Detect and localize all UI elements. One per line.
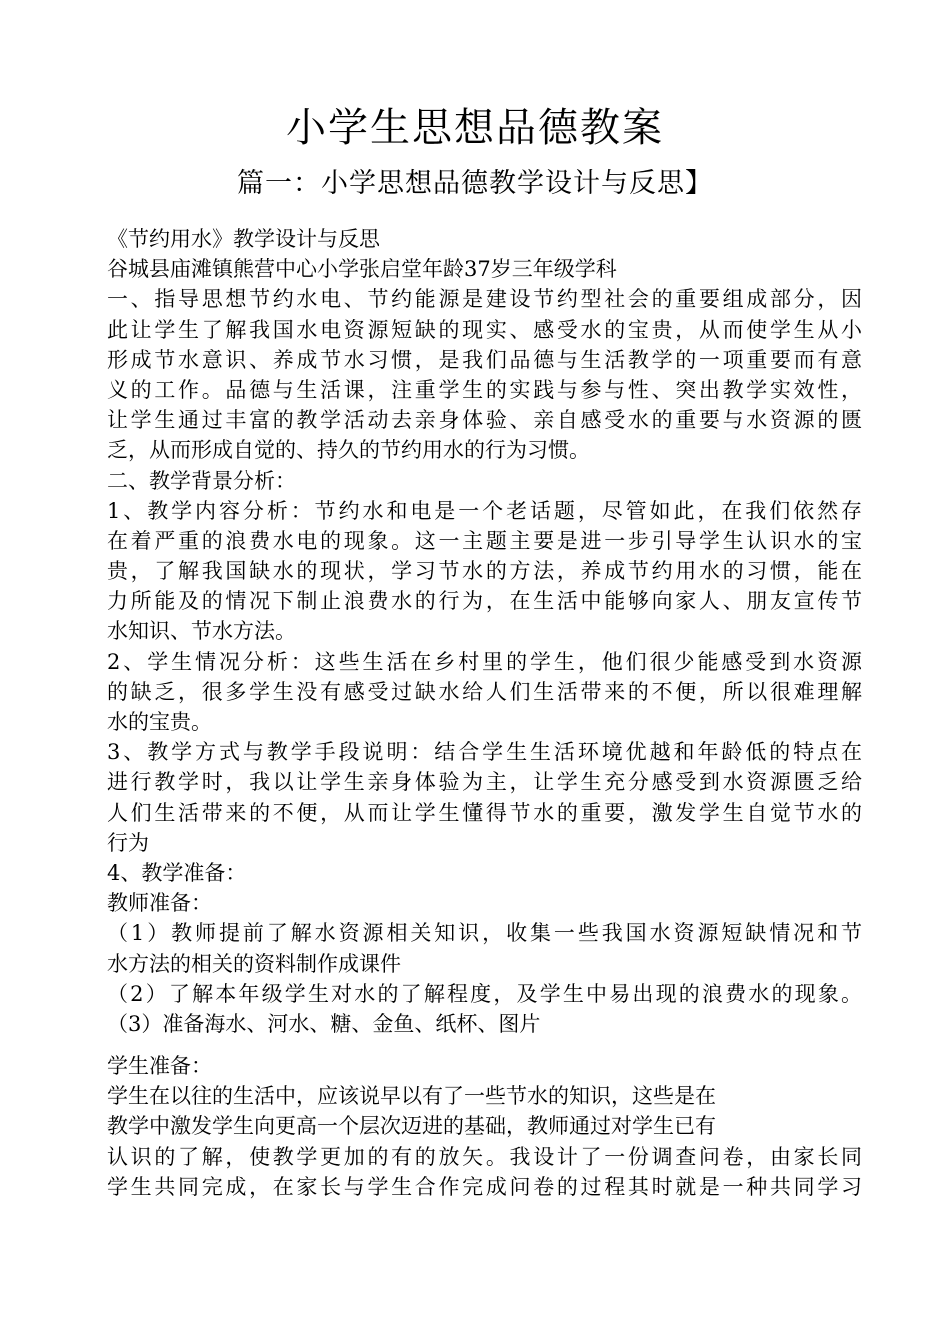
text-line: 乏，从而形成自觉的、持久的节约用水的行为习惯。 — [107, 438, 590, 463]
text-line: 谷城县庙滩镇熊营中心小学张启堂年龄37岁三年级学科 — [107, 257, 617, 282]
text-line: 在着严重的浪费水电的现象。这一主题主要是进一步引导学生认识水的宝 — [107, 528, 862, 553]
paragraph-gap — [107, 1039, 862, 1051]
text-line: （1）教师提前了解水资源相关知识，收集一些我国水资源短缺情况和节 — [107, 921, 862, 946]
text-line: 二、教学背景分析： — [107, 468, 296, 493]
text-line: 2、学生情况分析：这些生活在乡村里的学生，他们很少能感受到水资源 — [107, 649, 862, 674]
text-line: 水的宝贵。 — [107, 710, 212, 734]
text-line: 义的工作。品德与生活课，注重学生的实践与参与性、突出教学实效性， — [107, 377, 862, 402]
text-line: 形成节水意识、养成节水习惯，是我们品德与生活教学的一项重要而有意 — [107, 347, 862, 372]
text-line: 4、教学准备： — [107, 860, 247, 885]
text-line: 学生共同完成，在家长与学生合作完成问卷的过程其时就是一种共同学习 — [107, 1174, 862, 1199]
text-line: 学生准备： — [107, 1054, 212, 1079]
text-line: （3）准备海水、河水、糖、金鱼、纸杯、图片 — [107, 1011, 541, 1036]
text-line: 行为 — [107, 830, 149, 855]
text-line: 力所能及的情况下制止浪费水的行为，在生活中能够向家人、朋友宣传节 — [107, 589, 862, 614]
text-line: 《节约用水》教学设计与反思 — [107, 227, 380, 251]
document-body — [107, 224, 862, 1202]
text-line: 水知识、节水方法。 — [107, 619, 296, 644]
text-line: 让学生通过丰富的教学活动去亲身体验、亲自感受水的重要与水资源的匮 — [107, 408, 862, 433]
text-line: 的缺乏，很多学生没有感受过缺水给人们生活带来的不便，所以很难理解 — [107, 679, 862, 704]
text-line: 水方法的相关的资料制作成课件 — [107, 951, 401, 976]
text-line: 此让学生了解我国水电资源短缺的现实、感受水的宝贵，从而使学生从小 — [107, 317, 862, 342]
text-line: 贵，了解我国缺水的现状，学习节水的方法，养成节约用水的习惯，能在 — [107, 559, 862, 584]
document-title: 小学生思想品德教案 — [286, 105, 664, 151]
text-line: 1、教学内容分析：节约水和电是一个老话题，尽管如此，在我们依然存 — [107, 498, 862, 523]
document-subtitle: 篇一：小学思想品德教学设计与反思】 — [237, 168, 713, 199]
text-line: 人们生活带来的不便，从而让学生懂得节水的重要，激发学生自觉节水的 — [107, 800, 862, 825]
text-line: 认识的了解，使教学更加的有的放矢。我设计了一份调查问卷，由家长同 — [107, 1144, 862, 1169]
text-line: （2）了解本年级学生对水的了解程度，及学生中易出现的浪费水的现象。 — [107, 981, 862, 1006]
text-line: 进行教学时，我以让学生亲身体验为主，让学生充分感受到水资源匮乏给 — [107, 770, 862, 795]
text-line: 教师准备： — [107, 891, 212, 916]
text-line: 3、教学方式与教学手段说明：结合学生生活环境优越和年龄低的特点在 — [107, 740, 862, 765]
text-line: 学生在以往的生活中，应该说早以有了一些节水的知识，这些是在 — [107, 1084, 716, 1109]
text-line: 一、指导思想节约水电、节约能源是建设节约型社会的重要组成部分，因 — [107, 287, 862, 312]
text-line: 教学中激发学生向更高一个层次迈进的基础，教师通过对学生已有 — [107, 1114, 716, 1139]
